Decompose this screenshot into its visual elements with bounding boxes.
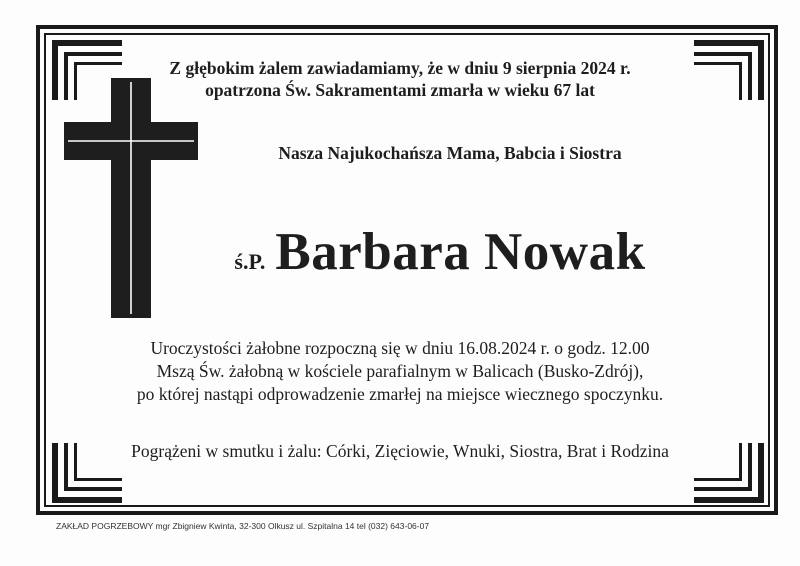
relation-subtitle: Nasza Najukochańsza Mama, Babcia i Siostra (278, 143, 622, 163)
latin-cross-icon (64, 78, 198, 318)
prefix-sp: ś.P. (234, 249, 266, 274)
intro-line-2: opatrzona Św. Sakramentami zmarła w wieku 67 lat (205, 80, 595, 100)
ceremony-line-1: Uroczystości żałobne rozpoczną się w dniu 16.08.2024 r. o godz. 12.00 (150, 338, 650, 358)
deceased-name-line (190, 222, 690, 282)
ceremony-line-2: Mszą Św. żałobną w kościele parafialnym w Balicach (Busko-Zdrój), (156, 361, 644, 381)
mourners-line: Pogrążeni w smutku i żalu: Córki, Zięciowie, Wnuki, Siostra, Brat i Rodzina (131, 441, 669, 461)
ceremony-line-3: po której nastąpi odprowadzenie zmarłej na miejsce wiecznego spoczynku. (136, 384, 664, 404)
deceased-name: Barbara Nowak (275, 223, 646, 281)
funeral-home-footer: ZAKŁAD POGRZEBOWY mgr Zbigniew Kwinta, 32-300 Olkusz ul. Szpitalna 14 tel (032) 643-06-07 (56, 521, 430, 531)
intro-line-1: Z głębokim żalem zawiadamiamy, że w dniu 9 sierpnia 2024 r. (169, 58, 631, 78)
